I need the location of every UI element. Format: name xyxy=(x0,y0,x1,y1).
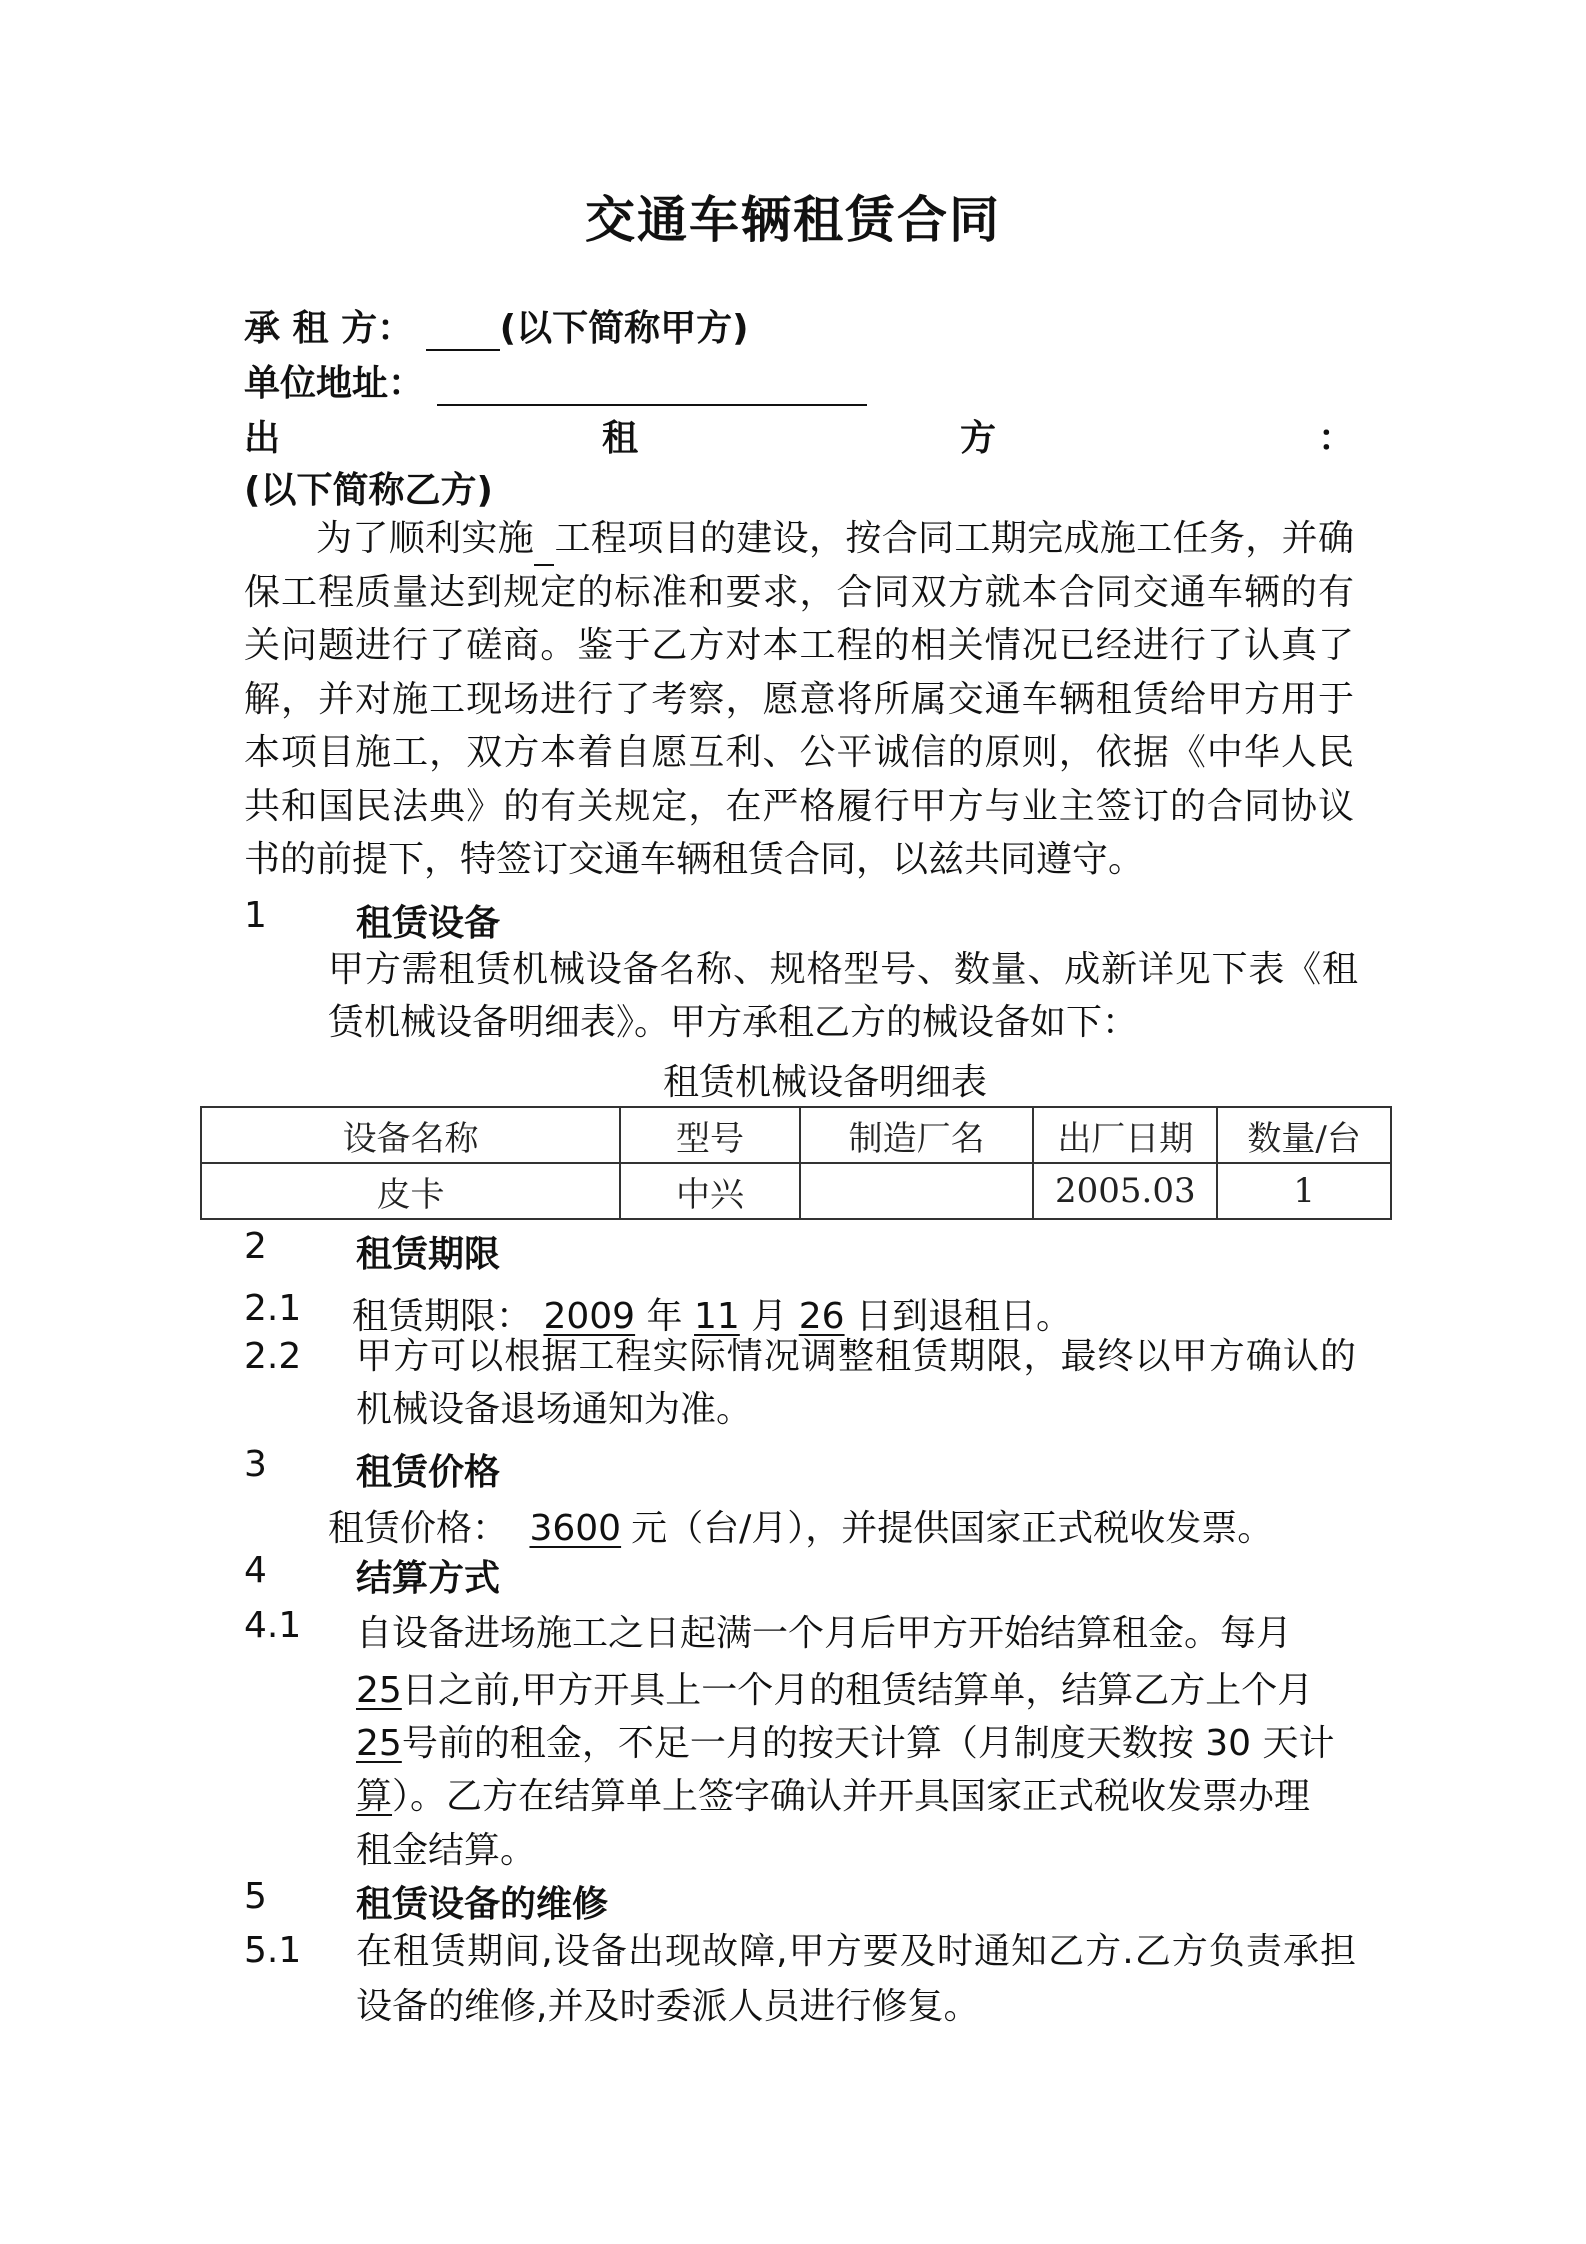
header-cell: 出厂日期 xyxy=(1033,1107,1217,1163)
settlement-text-4: ）。乙方在结算单上签字确认并开具国家正式税收发票办理 xyxy=(392,1776,1311,1817)
equipment-table xyxy=(200,1106,1392,1220)
section-5-title: 租赁设备的维修 xyxy=(356,1884,609,1925)
section-2-2-number: 2.2 xyxy=(244,1336,302,1377)
section-2-title: 租赁期限 xyxy=(356,1234,501,1275)
settlement-text-3: 号前的租金，不足一月的按天计算（月制度天数按 30 天计 xyxy=(401,1723,1335,1764)
settlement-word: 算 xyxy=(356,1776,393,1817)
settlement-line-4 xyxy=(356,1768,1310,1819)
price-label: 租赁价格： xyxy=(328,1508,509,1549)
address-blank xyxy=(437,364,867,406)
lessor-suffix: (以下简称乙方) xyxy=(244,470,493,511)
settlement-day-1: 25 xyxy=(356,1670,402,1711)
document-title: 交通车辆租赁合同 xyxy=(585,191,1001,249)
address-line xyxy=(244,355,867,406)
settlement-day-2: 25 xyxy=(356,1723,402,1764)
price-rest: 元（台/月），并提供国家正式税收发票。 xyxy=(631,1508,1274,1549)
price-value: 3600 xyxy=(529,1508,622,1549)
lessor-line xyxy=(244,410,1354,461)
intro-part2: 工程项目的建设，按合同工期完成施工任务，并确保工程质量达到规定的标准和要求，合同双方就本合同交通车辆的有关问题进行了磋商。鉴于乙方对本工程的相关情况已经进行了认真了解，并对施工现场进行了考察，愿意将所属交通车辆租赁给甲方用于本项目施工，双方本着自愿互利、公平诚信的原则，依据《中华人民共和国民法典》的有关规定，在严格履行甲方与业主签订的合同协议书的前提下，特签订交通车辆租赁合同，以兹共同遵守。 xyxy=(244,518,1354,880)
settlement-line-2 xyxy=(356,1662,1313,1713)
address-label: 单位地址： xyxy=(244,363,425,404)
section-2-2-text: 甲方可以根据工程实际情况调整租赁期限，最终以甲方确认的机械设备退场通知为准。 xyxy=(356,1336,1356,1430)
section-4-number: 4 xyxy=(244,1550,267,1591)
settlement-line-1: 自设备进场施工之日起满一个月后甲方开始结算租金。每月 xyxy=(356,1613,1293,1654)
table-cell xyxy=(800,1163,1034,1219)
equipment-table-title: 租赁机械设备明细表 xyxy=(662,1062,987,1103)
settlement-line-5: 租金结算。 xyxy=(356,1830,537,1871)
month-unit: 月 xyxy=(751,1296,788,1337)
lessee-blank xyxy=(426,309,500,351)
section-3-title: 租赁价格 xyxy=(356,1452,501,1493)
header-cell: 设备名称 xyxy=(201,1107,620,1163)
price-line xyxy=(328,1500,1273,1551)
section-2-1-number: 2.1 xyxy=(244,1288,302,1329)
project-blank xyxy=(534,526,554,566)
lessee-suffix: (以下简称甲方) xyxy=(499,308,749,349)
section-4-title: 结算方式 xyxy=(356,1558,501,1599)
header-cell: 制造厂名 xyxy=(800,1107,1034,1163)
table-header-row xyxy=(201,1107,1391,1163)
section-1-number: 1 xyxy=(244,895,267,936)
day-unit: 日到退租日。 xyxy=(856,1296,1073,1337)
section-5-1-number: 5.1 xyxy=(244,1930,302,1971)
year-unit: 年 xyxy=(646,1296,683,1337)
section-5-number: 5 xyxy=(244,1876,267,1917)
start-month: 11 xyxy=(694,1296,740,1337)
lessor-char-2: 租 xyxy=(601,418,638,459)
intro-part1: 为了顺利实施 xyxy=(316,518,535,559)
section-1-title: 租赁设备 xyxy=(356,903,501,944)
lessor-char-3: 方 xyxy=(959,418,996,459)
header-cell: 型号 xyxy=(620,1107,800,1163)
section-2-number: 2 xyxy=(244,1226,267,1267)
start-year: 2009 xyxy=(543,1296,636,1337)
table-cell: 皮卡 xyxy=(201,1163,620,1219)
header-cell: 数量/台 xyxy=(1217,1107,1391,1163)
table-cell: 2005.03 xyxy=(1033,1163,1217,1219)
table-row xyxy=(201,1163,1391,1219)
intro-paragraph xyxy=(244,512,1354,887)
lessee-label: 承 租 方： xyxy=(244,308,414,349)
settlement-line-3 xyxy=(356,1715,1335,1766)
table-cell: 中兴 xyxy=(620,1163,800,1219)
lessor-char-4: ： xyxy=(1317,418,1354,459)
lessee-line xyxy=(244,300,749,351)
section-3-number: 3 xyxy=(244,1444,267,1485)
settlement-text-2: 日之前,甲方开具上一个月的租赁结算单，结算乙方上个月 xyxy=(401,1670,1314,1711)
lease-term-label: 租赁期限： xyxy=(352,1296,533,1337)
table-cell: 1 xyxy=(1217,1163,1391,1219)
lessor-char-1: 出 xyxy=(244,418,281,459)
section-5-1-text: 在租赁期间,设备出现故障,甲方要及时通知乙方.乙方负责承担设备的维修,并及时委派人员进行修复。 xyxy=(356,1931,1356,2027)
section-1-text: 甲方需租赁机械设备名称、规格型号、数量、成新详见下表《租赁机械设备明细表》。甲方承租乙方的械设备如下： xyxy=(328,949,1358,1043)
start-day: 26 xyxy=(798,1296,845,1337)
section-4-1-number: 4.1 xyxy=(244,1605,302,1646)
